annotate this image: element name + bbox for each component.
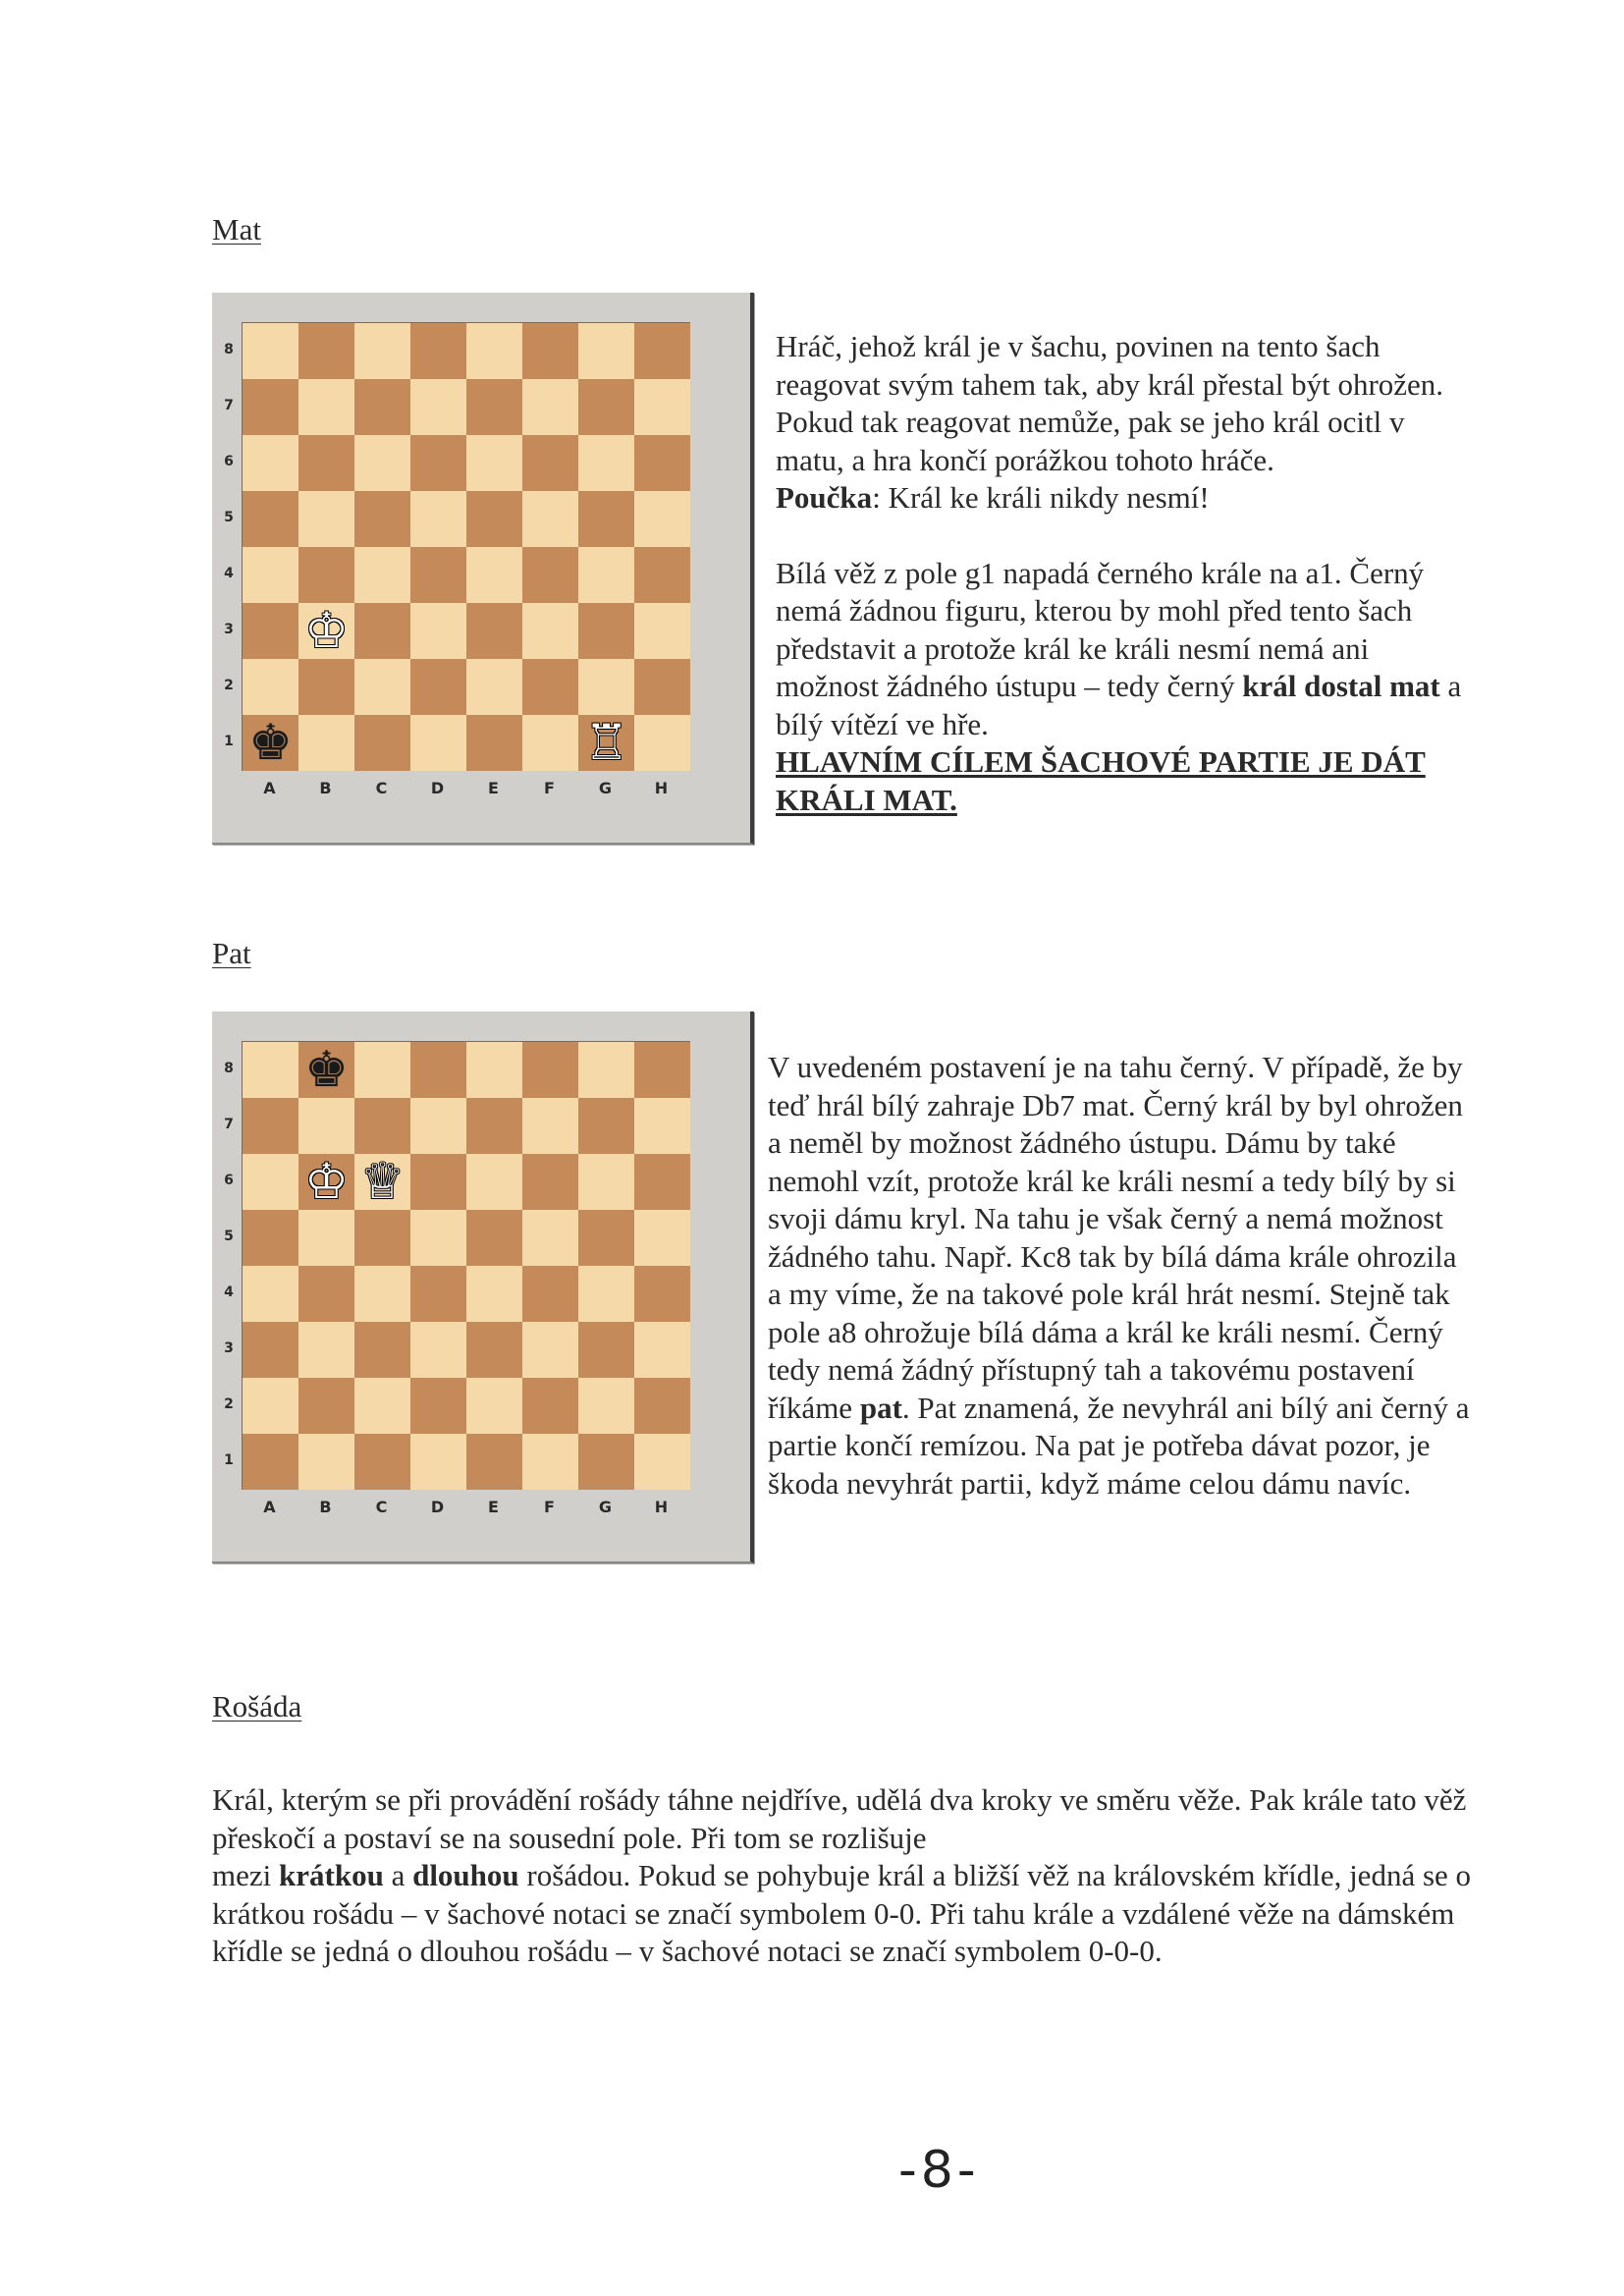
square-a3 xyxy=(243,603,298,659)
pat-board-rank-label: 5 xyxy=(224,1229,234,1244)
square-e7 xyxy=(466,379,522,435)
mat-board-file-label: F xyxy=(544,779,555,797)
square-b7 xyxy=(298,1098,354,1154)
mat-board-rank-label: 8 xyxy=(224,342,234,357)
square-b1 xyxy=(298,715,354,771)
square-h2 xyxy=(634,1378,690,1434)
black-king-icon: ♚ xyxy=(248,714,293,771)
section-title-pat: Pat xyxy=(212,936,251,970)
rosada-paragraph xyxy=(212,1857,1489,1971)
square-f3 xyxy=(522,1322,578,1378)
pat-board-grid xyxy=(242,1041,690,1490)
pat-description xyxy=(768,1049,1475,1503)
square-f7 xyxy=(522,379,578,435)
square-e5 xyxy=(466,1210,522,1266)
pat-paragraph xyxy=(768,1049,1475,1503)
square-c4 xyxy=(354,547,410,603)
pat-board-file-label: B xyxy=(319,1498,332,1516)
square-b2 xyxy=(298,1378,354,1434)
square-e4 xyxy=(466,547,522,603)
square-d4 xyxy=(410,547,466,603)
rosada-bold-1: krátkou xyxy=(279,1858,384,1892)
square-d1 xyxy=(410,1434,466,1490)
mat-board-grid xyxy=(242,322,690,771)
square-e2 xyxy=(466,1378,522,1434)
pat-text-bold: pat xyxy=(859,1390,902,1425)
square-g7 xyxy=(578,1098,634,1154)
pat-board-file-label: D xyxy=(430,1498,445,1516)
pat-board-rank-label: 1 xyxy=(224,1452,234,1468)
square-g5 xyxy=(578,1210,634,1266)
square-b3 xyxy=(298,603,354,659)
mat-description xyxy=(776,328,1463,819)
rule-label: Poučka xyxy=(776,480,873,515)
square-e8 xyxy=(466,1042,522,1098)
mat-paragraph-2-bold: král dostal mat xyxy=(1242,669,1440,703)
pat-board-file-label: E xyxy=(488,1498,499,1516)
square-c3 xyxy=(354,1322,410,1378)
square-g5 xyxy=(578,491,634,547)
square-b7 xyxy=(298,379,354,435)
square-d3 xyxy=(410,1322,466,1378)
square-e1 xyxy=(466,715,522,771)
square-a4 xyxy=(243,1266,298,1322)
square-a8 xyxy=(243,1042,298,1098)
square-c5 xyxy=(354,491,410,547)
square-b8 xyxy=(298,323,354,379)
square-d8 xyxy=(410,323,466,379)
square-g1 xyxy=(578,1434,634,1490)
pat-board-rank-label: 7 xyxy=(224,1117,234,1132)
square-e3 xyxy=(466,1322,522,1378)
rosada-bold-2: dlouhou xyxy=(412,1858,519,1892)
square-g3 xyxy=(578,603,634,659)
square-f5 xyxy=(522,1210,578,1266)
square-a6 xyxy=(243,1154,298,1210)
square-g2 xyxy=(578,659,634,715)
square-b5 xyxy=(298,491,354,547)
pat-board-file-label: H xyxy=(654,1498,669,1516)
square-c3 xyxy=(354,603,410,659)
square-g1 xyxy=(578,715,634,771)
square-d3 xyxy=(410,603,466,659)
chessboard-mat xyxy=(212,293,754,845)
square-b4 xyxy=(298,547,354,603)
square-h5 xyxy=(634,1210,690,1266)
pat-board-file-label: C xyxy=(375,1498,388,1516)
square-g4 xyxy=(578,547,634,603)
rosada-text-d: rošádou. Pokud se pohybuje král a bližší věž na královském křídle, jedná se o krátkou rošádu – v šachové notaci se značí symbolem 0-0. Při tahu krále a vzdálené věže na dámském křídle se jedná o dlouhou rošádu – v šachové notaci se značí symbolem 0-0-0. xyxy=(212,1858,1472,1968)
square-f2 xyxy=(522,659,578,715)
square-d7 xyxy=(410,379,466,435)
square-a1 xyxy=(243,1434,298,1490)
square-f4 xyxy=(522,1266,578,1322)
square-c2 xyxy=(354,1378,410,1434)
square-d6 xyxy=(410,435,466,491)
square-a5 xyxy=(243,491,298,547)
square-f6 xyxy=(522,1154,578,1210)
square-a7 xyxy=(243,1098,298,1154)
white-king-icon: ♔ xyxy=(304,1153,349,1210)
square-c8 xyxy=(354,323,410,379)
square-d5 xyxy=(410,1210,466,1266)
mat-board-file-label: H xyxy=(654,779,669,797)
mat-board-file-label: B xyxy=(319,779,332,797)
square-d4 xyxy=(410,1266,466,1322)
square-f8 xyxy=(522,323,578,379)
square-a4 xyxy=(243,547,298,603)
square-e6 xyxy=(466,435,522,491)
square-g4 xyxy=(578,1266,634,1322)
square-f1 xyxy=(522,715,578,771)
square-c1 xyxy=(354,1434,410,1490)
mat-paragraph-2-b: a bílý vítězí ve hře. xyxy=(776,669,1462,741)
white-queen-icon: ♕ xyxy=(360,1153,405,1210)
pat-board-file-label: A xyxy=(263,1498,276,1516)
square-e5 xyxy=(466,491,522,547)
rosada-line-1: Král, kterým se při provádění rošády táhne nejdříve, udělá dva kroky ve směru věže. Pak krále tato věž přeskočí a postaví se na sousední pole. Při tom se rozlišuje xyxy=(212,1782,1467,1855)
pat-board-rank-label: 6 xyxy=(224,1173,234,1188)
pat-board-file-label: F xyxy=(544,1498,555,1516)
square-g8 xyxy=(578,323,634,379)
pat-text-b: . Pat znamená, že nevyhrál ani bílý ani černý a partie končí remízou. Na pat je potřeba dávat pozor, je škoda nevyhrát partii, když máme celou dámu navíc. xyxy=(768,1390,1470,1501)
section-title-mat: Mat xyxy=(212,212,261,246)
square-e4 xyxy=(466,1266,522,1322)
mat-paragraph-2 xyxy=(776,555,1463,744)
square-c6 xyxy=(354,435,410,491)
square-h3 xyxy=(634,603,690,659)
square-g6 xyxy=(578,1154,634,1210)
square-g7 xyxy=(578,379,634,435)
square-b8 xyxy=(298,1042,354,1098)
square-f8 xyxy=(522,1042,578,1098)
square-d8 xyxy=(410,1042,466,1098)
page-number: -8- xyxy=(898,2141,980,2200)
square-h1 xyxy=(634,715,690,771)
square-h7 xyxy=(634,1098,690,1154)
pat-board-rank-label: 2 xyxy=(224,1396,234,1412)
mat-board-file-label: E xyxy=(488,779,499,797)
square-d7 xyxy=(410,1098,466,1154)
square-b6 xyxy=(298,435,354,491)
square-d6 xyxy=(410,1154,466,1210)
pat-board-rank-label: 4 xyxy=(224,1285,234,1300)
square-d2 xyxy=(410,1378,466,1434)
white-rook-icon: ♖ xyxy=(584,714,628,771)
mat-rule xyxy=(776,479,1463,518)
chessboard-pat xyxy=(212,1011,754,1563)
square-f2 xyxy=(522,1378,578,1434)
square-h4 xyxy=(634,1266,690,1322)
square-d2 xyxy=(410,659,466,715)
square-h8 xyxy=(634,323,690,379)
square-a1 xyxy=(243,715,298,771)
square-e6 xyxy=(466,1154,522,1210)
black-king-icon: ♚ xyxy=(304,1041,349,1098)
mat-board-file-label: C xyxy=(375,779,388,797)
mat-board-file-label: A xyxy=(263,779,276,797)
square-a2 xyxy=(243,1378,298,1434)
mat-board-file-label: D xyxy=(430,779,445,797)
square-d1 xyxy=(410,715,466,771)
square-c4 xyxy=(354,1266,410,1322)
square-c7 xyxy=(354,1098,410,1154)
pat-text-a: V uvedeném postavení je na tahu černý. V případě, že by teď hrál bílý zahraje Db7 mat. Černý král by byl ohrožen a neměl by možnost žádného ústupu. Dámu by také nemohl vzít, protože král ke králi nesmí a tedy bílý by si svoji dámu kryl. Na tahu je však černý a nemá možnost žádného tahu. Např. Kc8 tak by bílá dáma krále ohrozila a my víme, že na takové pole král hrát nesmí. Stejně tak pole a8 ohrožuje bílá dáma a král ke králi nesmí. Černý tedy nemá žádný přístupný tah a takovému postavení říkáme xyxy=(768,1050,1463,1425)
mat-board-rank-label: 6 xyxy=(224,454,234,469)
rosada-text-b: mezi xyxy=(212,1858,279,1892)
square-e3 xyxy=(466,603,522,659)
section-title-rosada: Rošáda xyxy=(212,1689,302,1723)
square-f1 xyxy=(522,1434,578,1490)
rule-text: : Král ke králi nikdy nesmí! xyxy=(872,480,1210,515)
square-h5 xyxy=(634,491,690,547)
square-h6 xyxy=(634,1154,690,1210)
square-b2 xyxy=(298,659,354,715)
square-a2 xyxy=(243,659,298,715)
square-g6 xyxy=(578,435,634,491)
rosada-description xyxy=(212,1781,1489,1971)
square-c2 xyxy=(354,659,410,715)
square-h3 xyxy=(634,1322,690,1378)
square-f4 xyxy=(522,547,578,603)
square-f7 xyxy=(522,1098,578,1154)
main-goal: HLAVNÍM CÍLEM ŠACHOVÉ PARTIE JE DÁT KRÁLI MAT. xyxy=(776,744,1426,817)
square-a3 xyxy=(243,1322,298,1378)
rosada-text-c: a xyxy=(383,1858,413,1892)
square-f6 xyxy=(522,435,578,491)
square-g3 xyxy=(578,1322,634,1378)
mat-board-rank-label: 5 xyxy=(224,510,234,525)
square-b4 xyxy=(298,1266,354,1322)
square-h2 xyxy=(634,659,690,715)
mat-paragraph-2-a: Bílá věž z pole g1 napadá černého krále na a1. Černý nemá žádnou figuru, kterou by mohl před tento šach představit a protože král ke králi nesmí nemá ani možnost žádného ústupu – tedy černý xyxy=(776,555,1425,703)
mat-board-rank-label: 3 xyxy=(224,622,234,637)
mat-board-rank-label: 1 xyxy=(224,734,234,749)
pat-board-file-label: G xyxy=(598,1498,613,1516)
square-h7 xyxy=(634,379,690,435)
pat-board-rank-label: 3 xyxy=(224,1340,234,1356)
square-c1 xyxy=(354,715,410,771)
pat-board-rank-label: 8 xyxy=(224,1061,234,1076)
square-c5 xyxy=(354,1210,410,1266)
square-e2 xyxy=(466,659,522,715)
square-c8 xyxy=(354,1042,410,1098)
mat-paragraph-1: Hráč, jehož král je v šachu, povinen na tento šach reagovat svým tahem tak, aby král přestal být ohrožen. Pokud tak reagovat nemůže, pak se jeho král ocitl v matu, a hra končí porážkou tohoto hráče. xyxy=(776,329,1444,477)
square-g2 xyxy=(578,1378,634,1434)
square-h8 xyxy=(634,1042,690,1098)
square-c6 xyxy=(354,1154,410,1210)
square-f5 xyxy=(522,491,578,547)
square-c7 xyxy=(354,379,410,435)
mat-board-rank-label: 7 xyxy=(224,398,234,413)
white-king-icon: ♔ xyxy=(304,602,349,659)
square-f3 xyxy=(522,603,578,659)
square-h1 xyxy=(634,1434,690,1490)
square-a7 xyxy=(243,379,298,435)
square-b1 xyxy=(298,1434,354,1490)
mat-board-file-label: G xyxy=(598,779,613,797)
square-e1 xyxy=(466,1434,522,1490)
square-g8 xyxy=(578,1042,634,1098)
mat-board-rank-label: 4 xyxy=(224,566,234,581)
square-e7 xyxy=(466,1098,522,1154)
square-e8 xyxy=(466,323,522,379)
mat-board-rank-label: 2 xyxy=(224,678,234,693)
square-h6 xyxy=(634,435,690,491)
square-a6 xyxy=(243,435,298,491)
square-h4 xyxy=(634,547,690,603)
square-b3 xyxy=(298,1322,354,1378)
square-b6 xyxy=(298,1154,354,1210)
square-b5 xyxy=(298,1210,354,1266)
square-a8 xyxy=(243,323,298,379)
square-d5 xyxy=(410,491,466,547)
square-a5 xyxy=(243,1210,298,1266)
